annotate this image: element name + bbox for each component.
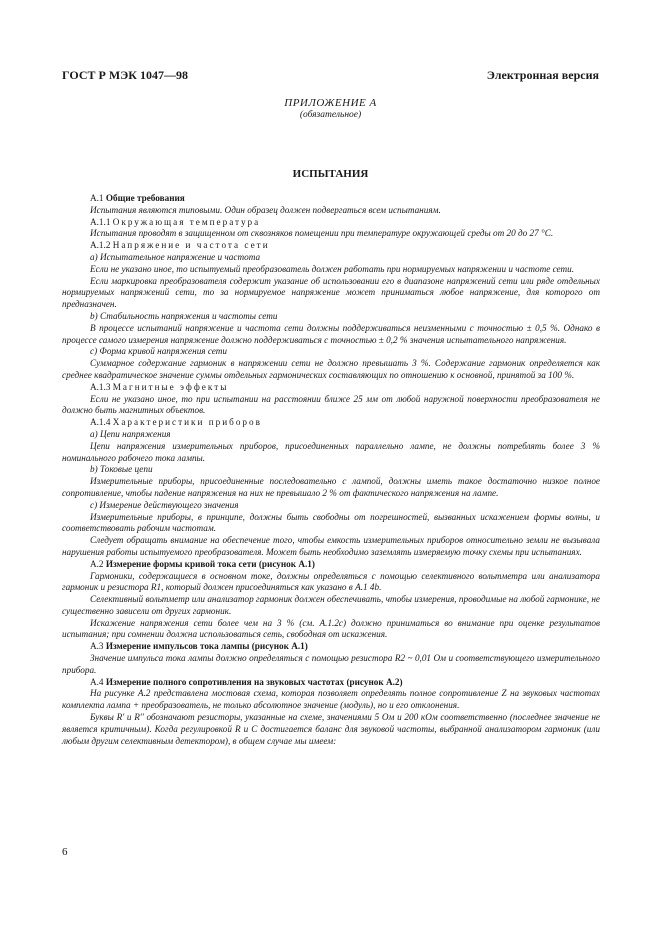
paragraph: Гармоники, содержащиеся в основном токе, должны определяться с помощью селективного вольтметра или анализатора гармоник и резистора R1, который должен присоединяться как указано в А.1 4b. (62, 570, 600, 593)
paragraph: Испытания проводят в защищенном от сквозняков помещении при температуре окружающей среды от 20 до 27 °С. (90, 228, 554, 239)
paragraph: Суммарное содержание гармоник в напряжении сети не должно превышать 3 %. Содержание гармоник определяется как среднее квадратическое значение суммы отдельных гармонических составляющих по отношению к основной, принятой за 100 %. (62, 358, 600, 380)
heading-a14 (62, 417, 600, 429)
paragraph: В процессе испытаний напряжение и частота сети должны поддерживаться неизменными с точностью ± 0,5 %. Однако в процессе самого измерения напряжение должно поддерживаться с точностью ± 0,2 % значения испытательного напряжения. (62, 322, 600, 345)
heading-number: А.1.4 (90, 417, 111, 428)
heading-number: А.1.2 (90, 240, 111, 251)
heading-text: Измерение импульсов тока лампы (рисунок А.1) (105, 641, 308, 652)
heading-number: А.3 (90, 641, 104, 652)
heading-a3 (62, 641, 600, 653)
paragraph: Измерительные приборы, присоединенные последовательно с лампой, должны иметь такое достаточно низкое полное сопротивление, чтобы падение напряжения на них не превышало 2 % от фактического напряжения на лампе. (62, 476, 600, 498)
appendix-subtitle: (обязательное) (299, 110, 362, 120)
page-number: 6 (62, 846, 68, 858)
appendix-title: ПРИЛОЖЕНИЕ А (284, 97, 377, 109)
subheading: с) Форма кривой напряжения сети (90, 346, 227, 357)
paragraph: Значение импульса тока лампы должно определяться с помощью резистора R2 ~ 0,01 Ом и соответствующего измерительного прибора. (62, 653, 600, 675)
paragraph: Цепи напряжения измерительных приборов, присоединенных параллельно лампе, не должны потреблять более 3 % номинального рабочего тока лампы. (62, 440, 600, 463)
paragraph: На рисунке А.2 представлена мостовая схема, которая позволяет определять полное сопротивление Z на звуковых частотах комплекта лампа + преобразователь, не только абсолютное значение (модуль), но и его отклонения. (62, 688, 600, 711)
version-label: Электронная версия (486, 68, 599, 82)
heading-a4 (62, 677, 600, 689)
heading-a1 (62, 193, 600, 205)
paragraph: Если не указано иное, то при испытании на расстоянии ближе 25 мм от любой наружной поверхности преобразователя не должно быть магнитных объектов. (62, 393, 600, 416)
standard-code: ГОСТ Р МЭК 1047—98 (62, 68, 188, 82)
section-title: ИСПЫТАНИЯ (292, 168, 369, 180)
heading-a2 (62, 559, 600, 571)
heading-text: Окружающая температура (112, 216, 261, 227)
heading-number: А.1.1 (90, 216, 111, 227)
paragraph: Буквы R' и R'' обозначают резисторы, указанные на схеме, значениями 5 Ом и 200 кОм соответственно (последнее значение не является критичным). Когда регулировкой R и С достигается баланс для звуковой частоты, выбранной анализатором гармоник (или любым другим селективным детектором), в общем случае мы имеем: (62, 712, 600, 746)
heading-a12 (62, 240, 600, 252)
heading-a13 (62, 382, 600, 394)
subheading: b) Токовые цепи (90, 464, 153, 475)
paragraph: Испытания являются типовыми. Один образец должен подвергаться всем испытаниям. (90, 204, 441, 215)
heading-number: А.2 (90, 558, 104, 569)
heading-text: Напряжение и частота сети (112, 240, 270, 251)
subheading: b) Стабильность напряжения и частоты сети (90, 310, 278, 321)
document-body (62, 193, 600, 747)
heading-text: Измерение формы кривой тока сети (рисунок А.1) (105, 558, 315, 569)
heading-number: А.4 (90, 676, 104, 687)
paragraph: Искажение напряжения сети более чем на 3 % (см. А.1.2с) должно приниматься во внимание при оценке результатов испытания; при сомнении должна использоваться сеть, свободная от искажения. (62, 617, 600, 640)
paragraph: Если маркировка преобразователя содержит указание об использовании его в диапазоне напряжений сети или ряде отдельных нормируемых напряжений сети, то за нормируемое напряжение может приниматься любое напряжение, для которого от предназначен. (62, 275, 600, 310)
subheading: а) Цепи напряжения (90, 428, 171, 439)
paragraph: Если не указано иное, то испытуемый преобразователь должен работать при нормируемых напряжении и частоте сети. (90, 263, 575, 274)
heading-text: Измерение полного сопротивления на звуковых частотах (рисунок А.2) (105, 676, 403, 687)
paragraph: Следует обращать внимание на обеспечение того, чтобы емкость измерительных приборов относительно земли не вызывала нарушения работы испытуемого преобразователя. Может быть необходимо заземлять измеряемую точку схемы при испытаниях. (62, 535, 600, 557)
heading-a11 (62, 217, 600, 229)
subheading: с) Измерение действующего значения (90, 499, 239, 510)
subheading: а) Испытательное напряжение и частота (90, 251, 261, 262)
heading-text: Общие требования (105, 193, 185, 203)
heading-text: Магнитные эффекты (112, 381, 229, 392)
paragraph: Селективный вольтметр или анализатор гармоник должен обеспечивать, чтобы измерения, проводимые на любой гармонике, не существенно зависели от других гармоник. (62, 594, 600, 616)
paragraph: Измерительные приборы, в принципе, должны быть свободны от погрешностей, вызванных искажением формы волны, и соответствовать рабочим частотам. (62, 511, 600, 534)
heading-number: А.1 (90, 193, 104, 203)
heading-text: Характеристики приборов (112, 417, 262, 428)
heading-number: А.1.3 (90, 381, 111, 392)
